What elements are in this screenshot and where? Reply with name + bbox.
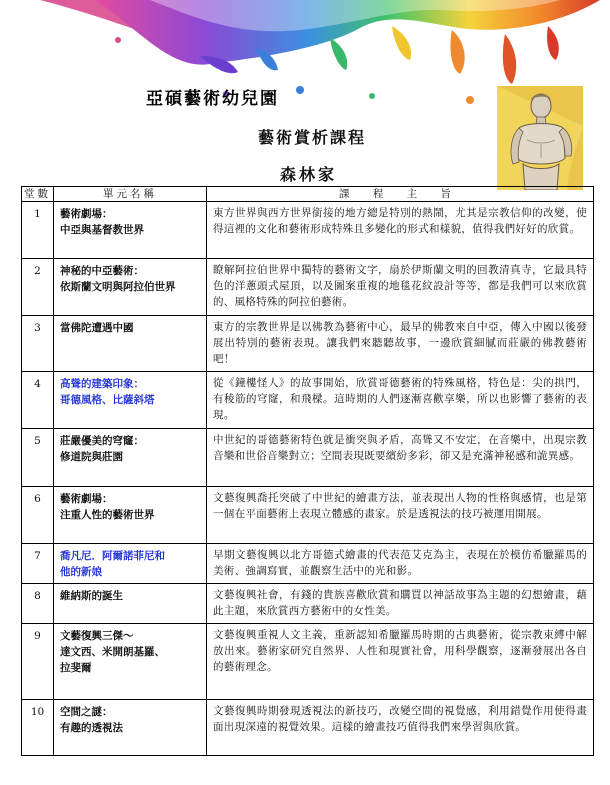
course-schedule-table [21,186,594,756]
unit-name-line: 有趣的透視法 [60,722,123,734]
unit-name-line: 他的新娘 [60,566,102,578]
course-description: 早期文藝復興以北方哥德式繪畫的代表范艾克為主，表現在於模仿希臘羅馬的美術、強調寫實，並觀察生活中的光和影。 [207,544,594,584]
header-unit: 單元名稱 [54,187,207,202]
course-description: 文藝復興時期發現透視法的新技巧，改變空間的視覺感，利用錯覺作用使得畫面出現深遠的視覺效果。這樣的繪畫技巧值得我們來學習與欣賞。 [207,700,594,756]
unit-name [54,259,207,316]
course-description: 文藝復興喬托突破了中世紀的繪畫方法，並表現出人物的性格與感情，也是第一個在平面藝術上表現立體感的畫家。於是透視法的技巧被運用開展。 [207,487,594,544]
table-row [22,259,594,316]
unit-name-line: 修道院與莊園 [60,451,123,463]
session-number: 4 [22,372,54,429]
unit-name-line: 空間之謎： [60,706,113,718]
unit-name-line: 神秘的中亞藝術： [60,265,144,277]
unit-name-line: 高聳的建築印象： [60,378,144,390]
unit-name [54,544,207,584]
session-number: 3 [22,316,54,372]
table-row [22,372,594,429]
course-description: 中世紀的哥德藝術特色就是衝突與矛盾，高聳又不安定，在音樂中，出現宗教音樂和世俗音樂對立；空間表現既要繽紛多彩，卻又是充滿神秘感和詭異感。 [207,429,594,487]
session-number: 10 [22,700,54,756]
unit-name-line: 拉斐爾 [60,662,92,674]
header-course-topic: 課 程 主 旨 [207,187,594,202]
unit-name-line: 中亞與基督教世界 [60,224,144,236]
session-number: 6 [22,487,54,544]
unit-name-line: 依斯蘭文明與阿拉伯世界 [60,281,176,293]
table-row [22,700,594,756]
session-number: 8 [22,584,54,624]
table-row [22,584,594,624]
unit-name [54,584,207,624]
unit-name [54,202,207,259]
table-row [22,624,594,700]
session-number: 7 [22,544,54,584]
unit-name-line: 哥德風格、比薩斜塔 [60,394,155,406]
table-row [22,316,594,372]
course-description: 東方的宗教世界是以佛教為藝術中心，最早的佛教來自中亞，傳入中國以後發展出特別的藝術表現。讓我們來聽聽故事，一邊欣賞細膩而莊嚴的佛教藝術吧！ [207,316,594,372]
unit-name [54,316,207,372]
unit-name [54,372,207,429]
course-description: 瞭解阿拉伯世界中獨特的藝術文字，扇於伊斯蘭文明的回教清真寺，它最具特色的洋蔥頭式屋頂，以及圖案重複的地毯花紋設計等等，都是我們可以來欣賞的、風格特殊的阿拉伯藝術。 [207,259,594,316]
unit-name-line: 文藝復興三傑～ [60,630,134,642]
teacher-name: 森林家 [280,165,338,184]
course-description: 文藝復興重視人文主義，重新認知希臘羅馬時期的古典藝術，從宗教束縛中解放出來。藝術家研究自然界、人性和現實社會，用科學觀察，逐漸發展出各自的藝術理念。 [207,624,594,700]
course-title: 藝術賞析課程 [258,128,367,147]
table-row [22,487,594,544]
unit-name [54,429,207,487]
session-number: 1 [22,202,54,259]
table-row [22,544,594,584]
unit-name-line: 藝術劇場： [60,208,113,220]
table-row [22,202,594,259]
session-number: 9 [22,624,54,700]
unit-name [54,624,207,700]
table-body [22,202,594,756]
david-statue-image [497,86,583,190]
unit-name-line: 莊嚴優美的穹窿： [60,435,144,447]
unit-name [54,487,207,544]
unit-name-line: 喬凡尼．阿爾諾菲尼和 [60,550,165,562]
unit-name [54,700,207,756]
unit-name-line: 注重人性的藝術世界 [60,509,155,521]
course-description: 文藝復興社會，有錢的貴族喜歡欣賞和購買以神話故事為主題的幻想繪畫，藉此主題，來欣賞西方藝術中的女性美。 [207,584,594,624]
unit-name-line: 當佛陀遭遇中國 [60,322,134,334]
table-header-row [22,187,594,202]
unit-name-line: 達文西、米開朗基羅、 [60,646,165,658]
table-row [22,429,594,487]
session-number: 2 [22,259,54,316]
header-session: 堂數 [22,187,54,202]
unit-name-line: 藝術劇場： [60,493,113,505]
course-description: 從《鐘樓怪人》的故事開始，欣賞哥德藝術的特殊風格，特色是：尖的拱門，有稜筋的穹窿，和飛樑。這時期的人們逐漸喜歡享樂，所以也影響了藝術的表現。 [207,372,594,429]
unit-name-line: 維納斯的誕生 [60,590,123,602]
session-number: 5 [22,429,54,487]
school-name: 亞碩藝術幼兒園 [146,89,279,109]
course-description: 東方世界與西方世界銜接的地方總是特別的熱鬧，尤其是宗教信仰的改變，使得這裡的文化和藝術形成特殊且多變化的形式和樣貌，值得我們好好的欣賞。 [207,202,594,259]
